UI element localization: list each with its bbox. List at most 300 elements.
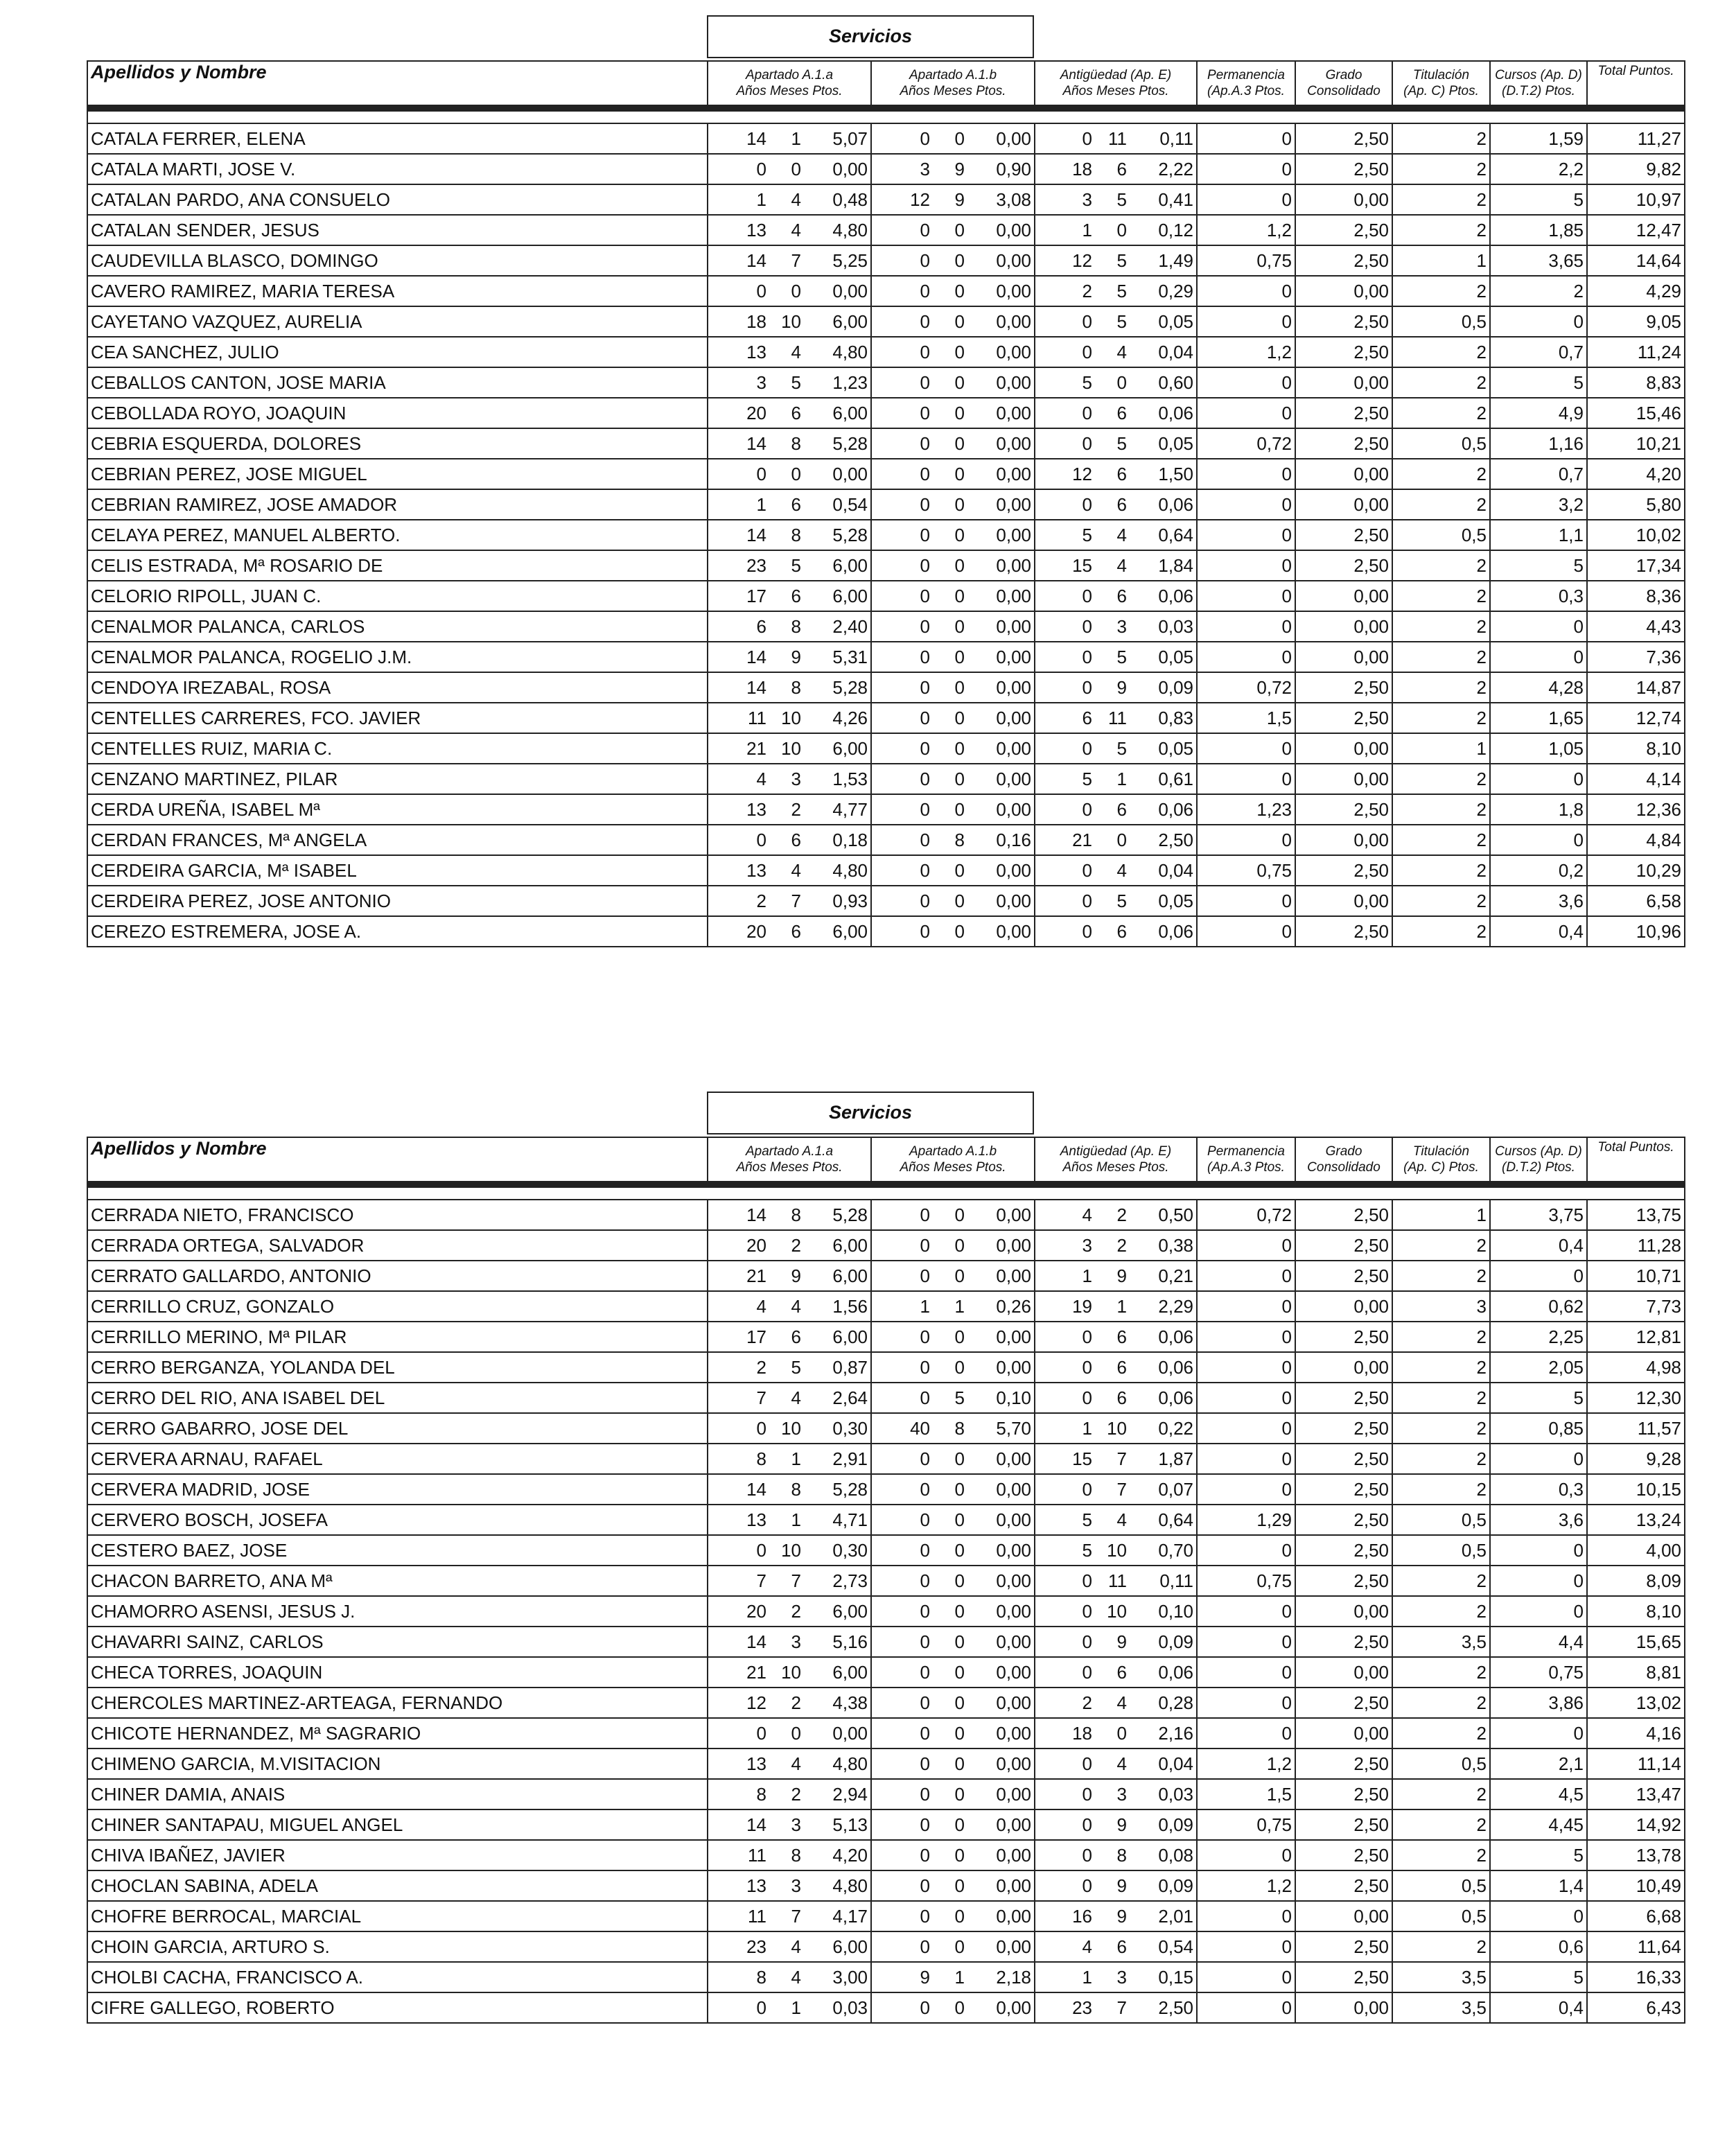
- cell-antig-years: 0: [1082, 1631, 1092, 1652]
- cell-titul: 2: [1392, 1840, 1490, 1870]
- cell-a1b-points: 0,00: [996, 1814, 1031, 1835]
- cell-a1a-years: 2: [756, 890, 766, 911]
- cell-a1a-years: 17: [746, 1326, 766, 1347]
- cell-antig-months: 11: [1108, 707, 1127, 728]
- cell-a1a-values: [708, 189, 870, 211]
- cell-a1b-months: 0: [954, 615, 965, 637]
- cell-cursos: 5: [1490, 184, 1587, 215]
- cell-a1a: [708, 367, 871, 398]
- table-row: [87, 1352, 1685, 1383]
- cell-antig: [1035, 672, 1197, 703]
- cell-a1b-points: 0,00: [996, 676, 1031, 698]
- cell-antig: [1035, 428, 1197, 459]
- cell-a1b-months: 0: [954, 1448, 965, 1469]
- cell-perm: 0,75: [1197, 1809, 1295, 1840]
- header-total-line1: Total Puntos.: [1597, 1140, 1674, 1155]
- cell-a1b-months: 0: [954, 1936, 965, 1957]
- cell-a1b-years: 0: [920, 1875, 930, 1896]
- cell-cursos: 3,75: [1490, 1200, 1587, 1230]
- cell-antig-values: [1035, 799, 1196, 821]
- cell-antig-years: 0: [1082, 920, 1092, 942]
- cell-a1b-years: 0: [920, 554, 930, 576]
- cell-grado: 0,00: [1295, 276, 1392, 306]
- cell-a1a-years: 7: [756, 1570, 766, 1591]
- cell-antig-months: 6: [1116, 920, 1127, 942]
- cell-name: CESTERO BAEZ, JOSE: [87, 1535, 708, 1566]
- header-grado-line1: Grado: [1325, 1144, 1362, 1159]
- cell-a1b-points: 0,16: [996, 829, 1031, 850]
- cell-antig: [1035, 1413, 1197, 1444]
- cell-a1a-months: 7: [791, 1570, 801, 1591]
- cell-a1a-years: 11: [748, 1905, 766, 1927]
- cell-titul: 2: [1392, 1352, 1490, 1383]
- cell-grado: 2,50: [1295, 1230, 1392, 1261]
- cell-perm: 0: [1197, 1992, 1295, 2023]
- cell-total: 10,97: [1587, 184, 1685, 215]
- cell-antig-values: [1035, 1845, 1196, 1866]
- cell-a1b: [871, 1474, 1035, 1505]
- cell-antig-years: 0: [1082, 1600, 1092, 1622]
- cell-antig-points: 0,61: [1158, 768, 1193, 789]
- cell-antig: [1035, 184, 1197, 215]
- cell-a1b-months: 0: [954, 1631, 965, 1652]
- cell-grado: 0,00: [1295, 184, 1392, 215]
- cell-a1a-months: 3: [791, 1814, 801, 1835]
- cell-titul: 2: [1392, 489, 1490, 520]
- cell-cursos: 3,65: [1490, 245, 1587, 276]
- cell-antig-years: 5: [1082, 524, 1092, 545]
- table-row: [87, 672, 1685, 703]
- cell-a1b-months: 0: [954, 341, 965, 362]
- cell-perm: 0: [1197, 1718, 1295, 1749]
- cell-antig-points: 0,64: [1158, 1509, 1193, 1530]
- cell-cursos: 3,86: [1490, 1688, 1587, 1718]
- header-total-line1: Total Puntos.: [1597, 64, 1674, 78]
- cell-antig-years: 16: [1072, 1905, 1092, 1927]
- cell-antig-points: 2,50: [1158, 829, 1193, 850]
- cell-perm: 0: [1197, 1383, 1295, 1413]
- cell-antig-months: 3: [1116, 615, 1127, 637]
- cell-a1a-points: 4,71: [832, 1509, 868, 1530]
- header-cursos-line1: Cursos (Ap. D): [1495, 1144, 1582, 1159]
- cell-cursos: 0: [1490, 611, 1587, 642]
- cell-antig-values: [1035, 1662, 1196, 1683]
- table-row: [87, 1291, 1685, 1322]
- cell-a1a-values: [708, 1418, 870, 1439]
- cell-grado: 2,50: [1295, 1688, 1392, 1718]
- cell-a1a-points: 0,00: [832, 158, 868, 179]
- cell-a1a-values: [708, 647, 870, 668]
- cell-antig-months: 6: [1116, 798, 1127, 820]
- cell-a1a-points: 5,28: [832, 676, 868, 698]
- cell-antig: [1035, 642, 1197, 672]
- cell-name: CERVERA MADRID, JOSE: [87, 1474, 708, 1505]
- cell-a1b: [871, 1688, 1035, 1718]
- cell-a1a: [708, 1870, 871, 1901]
- cell-antig-years: 5: [1082, 1509, 1092, 1530]
- cell-a1a-values: [708, 586, 870, 607]
- cell-a1a-months: 10: [781, 310, 801, 332]
- cell-a1a-points: 5,28: [832, 1478, 868, 1500]
- cell-antig-points: 0,38: [1158, 1234, 1193, 1256]
- cell-a1a-points: 2,94: [832, 1783, 868, 1805]
- cell-grado: 0,00: [1295, 1596, 1392, 1627]
- cell-a1a: [708, 1779, 871, 1809]
- cell-titul: 2: [1392, 1657, 1490, 1688]
- header-titul-line2: (Ap. C) Ptos.: [1403, 1160, 1479, 1175]
- cell-a1b-years: 0: [920, 737, 930, 759]
- cell-antig-points: 0,09: [1158, 676, 1193, 698]
- cell-a1b-years: 0: [920, 1814, 930, 1835]
- cell-a1a: [708, 428, 871, 459]
- cell-a1b: [871, 154, 1035, 184]
- cell-a1b-months: 0: [954, 1875, 965, 1896]
- cell-grado: 0,00: [1295, 1992, 1392, 2023]
- cell-antig-points: 0,50: [1158, 1204, 1193, 1225]
- cell-cursos: 1,4: [1490, 1870, 1587, 1901]
- cell-titul: 2: [1392, 581, 1490, 611]
- cell-a1b-years: 0: [920, 615, 930, 637]
- cell-name: CERDEIRA PEREZ, JOSE ANTONIO: [87, 886, 708, 916]
- cell-a1b-months: 0: [954, 128, 965, 149]
- header-a1b: [871, 1137, 1035, 1184]
- cell-perm: 0: [1197, 1901, 1295, 1931]
- cell-antig-values: [1035, 1418, 1196, 1439]
- cell-name: CENZANO MARTINEZ, PILAR: [87, 764, 708, 794]
- cell-a1a-years: 13: [746, 798, 766, 820]
- cell-name: CELIS ESTRADA, Mª ROSARIO DE: [87, 550, 708, 581]
- cell-a1a-months: 0: [791, 463, 801, 484]
- cell-antig-years: 18: [1072, 158, 1092, 179]
- cell-perm: 0: [1197, 520, 1295, 550]
- cell-a1b-months: 0: [954, 1204, 965, 1225]
- cell-a1b-values: [872, 189, 1034, 211]
- cell-a1b-years: 0: [920, 1387, 930, 1408]
- header-total: [1587, 61, 1685, 107]
- cell-grado: 2,50: [1295, 1809, 1392, 1840]
- cell-antig: [1035, 1474, 1197, 1505]
- cell-a1a-points: 0,54: [832, 493, 868, 515]
- cell-antig-values: [1035, 921, 1196, 943]
- cell-titul: 2: [1392, 703, 1490, 733]
- cell-a1b-points: 0,00: [996, 1448, 1031, 1469]
- cell-a1b-values: [872, 1204, 1034, 1226]
- cell-titul: 1: [1392, 733, 1490, 764]
- cell-a1b-months: 0: [954, 1265, 965, 1286]
- cell-a1b: [871, 1718, 1035, 1749]
- cell-a1b-months: 0: [954, 463, 965, 484]
- cell-a1b: [871, 1870, 1035, 1901]
- cell-a1a-years: 14: [746, 128, 766, 149]
- cell-grado: 0,00: [1295, 611, 1392, 642]
- cell-a1b-points: 0,00: [996, 1692, 1031, 1713]
- cell-titul: 2: [1392, 825, 1490, 855]
- cell-a1b-years: 0: [920, 1234, 930, 1256]
- cell-antig-values: [1035, 372, 1196, 394]
- cell-a1b: [871, 855, 1035, 886]
- cell-a1a: [708, 1931, 871, 1962]
- cell-antig: [1035, 1992, 1197, 2023]
- cell-titul: 2: [1392, 1322, 1490, 1352]
- cell-cursos: 1,16: [1490, 428, 1587, 459]
- cell-antig: [1035, 1840, 1197, 1870]
- cell-a1b-years: 0: [920, 1783, 930, 1805]
- cell-cursos: 0: [1490, 1901, 1587, 1931]
- cell-a1a-months: 5: [791, 1356, 801, 1378]
- cell-antig-values: [1035, 159, 1196, 180]
- cell-a1b-months: 1: [954, 1966, 965, 1988]
- cell-a1b-points: 0,00: [996, 371, 1031, 393]
- cell-antig-months: 9: [1116, 676, 1127, 698]
- cell-cursos: 0: [1490, 1535, 1587, 1566]
- cell-a1a-months: 4: [791, 1966, 801, 1988]
- cell-a1a-months: 4: [791, 859, 801, 881]
- cell-a1a-years: 1: [756, 493, 766, 515]
- cell-a1b-months: 0: [954, 1539, 965, 1561]
- cell-total: 5,80: [1587, 489, 1685, 520]
- cell-antig: [1035, 1566, 1197, 1596]
- cell-a1b: [871, 1657, 1035, 1688]
- header-a1a: [708, 61, 871, 107]
- cell-antig: [1035, 489, 1197, 520]
- cell-a1b-points: 0,00: [996, 1722, 1031, 1744]
- cell-antig-values: [1035, 1357, 1196, 1378]
- cell-antig-years: 21: [1072, 829, 1092, 850]
- cell-a1b-values: [872, 159, 1034, 180]
- cell-antig-values: [1035, 1997, 1196, 2019]
- cell-antig-values: [1035, 1692, 1196, 1714]
- cell-a1b: [871, 1962, 1035, 1992]
- cell-a1b-points: 0,00: [996, 798, 1031, 820]
- header-cursos-line2: (D.T.2) Ptos.: [1502, 1160, 1575, 1175]
- cell-a1b: [871, 489, 1035, 520]
- table-row: [87, 916, 1685, 947]
- table-row: [87, 1931, 1685, 1962]
- cell-a1a-months: 4: [791, 1753, 801, 1774]
- table-row: [87, 733, 1685, 764]
- cell-antig-months: 0: [1116, 219, 1127, 240]
- cell-grado: 2,50: [1295, 1261, 1392, 1291]
- cell-name: CHINER SANTAPAU, MIGUEL ANGEL: [87, 1809, 708, 1840]
- cell-a1b: [871, 398, 1035, 428]
- cell-a1a-points: 5,07: [832, 128, 868, 149]
- cell-a1a: [708, 1444, 871, 1474]
- cell-a1a-years: 21: [746, 1265, 766, 1286]
- table-row: [87, 337, 1685, 367]
- header-grado: [1295, 1137, 1392, 1184]
- cell-a1a: [708, 1352, 871, 1383]
- cell-a1a-values: [708, 677, 870, 699]
- cell-a1b-values: [872, 1387, 1034, 1409]
- cell-total: 7,36: [1587, 642, 1685, 672]
- cell-a1b-years: 0: [920, 1661, 930, 1683]
- cell-antig: [1035, 1505, 1197, 1535]
- cell-cursos: 1,8: [1490, 794, 1587, 825]
- cell-total: 12,74: [1587, 703, 1685, 733]
- header-a1b-line2: Años Meses Ptos.: [900, 84, 1006, 98]
- table-row: [87, 1322, 1685, 1352]
- cell-total: 11,27: [1587, 123, 1685, 154]
- cell-antig-years: 0: [1082, 585, 1092, 606]
- cell-a1b-points: 0,00: [996, 1478, 1031, 1500]
- cell-a1a: [708, 1535, 871, 1566]
- cell-antig-months: 4: [1116, 341, 1127, 362]
- cell-titul: 0,5: [1392, 1901, 1490, 1931]
- cell-a1b: [871, 611, 1035, 642]
- cell-antig-months: 10: [1107, 1417, 1127, 1439]
- cell-antig-values: [1035, 281, 1196, 302]
- cell-a1b-points: 0,00: [996, 310, 1031, 332]
- header-titul-line1: Titulación: [1412, 68, 1470, 82]
- cell-a1a: [708, 1718, 871, 1749]
- cell-a1a-points: 6,00: [832, 920, 868, 942]
- cell-antig: [1035, 825, 1197, 855]
- cell-antig-months: 5: [1116, 737, 1127, 759]
- cell-a1b-years: 0: [920, 707, 930, 728]
- cell-antig-years: 5: [1082, 1539, 1092, 1561]
- cell-a1b: [871, 123, 1035, 154]
- cell-a1a-points: 6,00: [832, 310, 868, 332]
- cell-a1b: [871, 1200, 1035, 1230]
- cell-a1b-values: [872, 1235, 1034, 1256]
- cell-a1a: [708, 672, 871, 703]
- cell-cursos: 2,25: [1490, 1322, 1587, 1352]
- cell-a1b-months: 0: [954, 402, 965, 423]
- cell-cursos: 5: [1490, 1840, 1587, 1870]
- cell-a1b-months: 9: [954, 158, 965, 179]
- cell-a1a-years: 13: [746, 341, 766, 362]
- cell-cursos: 5: [1490, 367, 1587, 398]
- cell-a1a-months: 2: [791, 1692, 801, 1713]
- cell-a1b-values: [872, 1906, 1034, 1927]
- cell-titul: 2: [1392, 916, 1490, 947]
- cell-name: CENTELLES CARRERES, FCO. JAVIER: [87, 703, 708, 733]
- cell-total: 7,73: [1587, 1291, 1685, 1322]
- cell-antig-points: 0,28: [1158, 1692, 1193, 1713]
- table-row: [87, 1444, 1685, 1474]
- cell-name: CERRILLO MERINO, Mª PILAR: [87, 1322, 708, 1352]
- cell-grado: 2,50: [1295, 245, 1392, 276]
- cell-antig: [1035, 276, 1197, 306]
- cell-name: CERDA UREÑA, ISABEL Mª: [87, 794, 708, 825]
- cell-antig-years: 0: [1082, 432, 1092, 454]
- cell-grado: 2,50: [1295, 1779, 1392, 1809]
- cell-a1a: [708, 154, 871, 184]
- cell-perm: 0: [1197, 1413, 1295, 1444]
- cell-a1a-months: 7: [791, 890, 801, 911]
- cell-name: CHICOTE HERNANDEZ, Mª SAGRARIO: [87, 1718, 708, 1749]
- cell-grado: 2,50: [1295, 1474, 1392, 1505]
- cell-antig-years: 0: [1082, 1356, 1092, 1378]
- cell-antig-years: 4: [1082, 1936, 1092, 1957]
- cell-antig-points: 0,07: [1158, 1478, 1193, 1500]
- cell-a1b: [871, 550, 1035, 581]
- cell-a1b: [871, 1596, 1035, 1627]
- cell-a1a-years: 20: [746, 402, 766, 423]
- cell-titul: 2: [1392, 398, 1490, 428]
- cell-antig: [1035, 1901, 1197, 1931]
- cell-a1a-values: [708, 708, 870, 729]
- cell-name: CHIVA IBAÑEZ, JAVIER: [87, 1840, 708, 1870]
- header-a1b: [871, 61, 1035, 107]
- cell-antig: [1035, 703, 1197, 733]
- cell-a1b-months: 0: [954, 585, 965, 606]
- cell-grado: 2,50: [1295, 1413, 1392, 1444]
- cell-a1b: [871, 1230, 1035, 1261]
- cell-antig-months: 7: [1116, 1478, 1127, 1500]
- cell-a1a-values: [708, 1479, 870, 1500]
- cell-total: 8,81: [1587, 1657, 1685, 1688]
- cell-antig-years: 1: [1082, 219, 1092, 240]
- cell-name: CHAMORRO ASENSI, JESUS J.: [87, 1596, 708, 1627]
- cell-a1a: [708, 1840, 871, 1870]
- servicios-header: Servicios: [707, 1092, 1034, 1134]
- cell-a1b: [871, 1566, 1035, 1596]
- cell-a1b-years: 0: [920, 310, 930, 332]
- cell-total: 8,36: [1587, 581, 1685, 611]
- cell-a1a-years: 14: [746, 432, 766, 454]
- cell-name: CERRILLO CRUZ, GONZALO: [87, 1291, 708, 1322]
- table-row: [87, 1718, 1685, 1749]
- header-total: [1587, 1137, 1685, 1184]
- cell-cursos: 0,2: [1490, 855, 1587, 886]
- cell-antig-years: 0: [1082, 859, 1092, 881]
- header-permanencia: [1197, 1137, 1295, 1184]
- cell-antig: [1035, 581, 1197, 611]
- cell-perm: 1,23: [1197, 794, 1295, 825]
- cell-a1a: [708, 337, 871, 367]
- cell-a1a: [708, 1992, 871, 2023]
- cell-name: CERRADA NIETO, FRANCISCO: [87, 1200, 708, 1230]
- cell-a1a: [708, 794, 871, 825]
- cell-a1a-years: 0: [756, 280, 766, 301]
- cell-grado: 2,50: [1295, 672, 1392, 703]
- cell-antig-points: 0,09: [1158, 1631, 1193, 1652]
- cell-antig-values: [1035, 1601, 1196, 1622]
- cell-perm: 0: [1197, 489, 1295, 520]
- cell-grado: 2,50: [1295, 1383, 1392, 1413]
- cell-a1a-years: 0: [756, 463, 766, 484]
- cell-a1a-values: [708, 311, 870, 333]
- cell-antig-points: 0,06: [1158, 920, 1193, 942]
- cell-a1a-points: 5,13: [832, 1814, 868, 1835]
- cell-cursos: 0: [1490, 306, 1587, 337]
- cell-a1a-values: [708, 1662, 870, 1683]
- cell-a1a: [708, 1474, 871, 1505]
- cell-perm: 0: [1197, 733, 1295, 764]
- cell-name: CHOIN GARCIA, ARTURO S.: [87, 1931, 708, 1962]
- cell-grado: 2,50: [1295, 337, 1392, 367]
- cell-a1b: [871, 1291, 1035, 1322]
- cell-total: 13,75: [1587, 1200, 1685, 1230]
- table-row: [87, 1657, 1685, 1688]
- cell-perm: 0,75: [1197, 855, 1295, 886]
- cell-antig: [1035, 1535, 1197, 1566]
- cell-a1b-years: 0: [920, 1509, 930, 1530]
- cell-a1a-values: [708, 464, 870, 485]
- cell-a1b-months: 9: [954, 189, 965, 210]
- cell-antig: [1035, 1383, 1197, 1413]
- cell-antig-values: [1035, 1967, 1196, 1988]
- cell-name: CELAYA PEREZ, MANUEL ALBERTO.: [87, 520, 708, 550]
- cell-total: 4,98: [1587, 1352, 1685, 1383]
- cell-a1a: [708, 1962, 871, 1992]
- cell-antig-points: 2,29: [1158, 1295, 1193, 1317]
- cell-a1b-years: 0: [920, 1844, 930, 1866]
- cell-a1a: [708, 1291, 871, 1322]
- cell-a1b-points: 0,00: [996, 920, 1031, 942]
- cell-grado: 2,50: [1295, 703, 1392, 733]
